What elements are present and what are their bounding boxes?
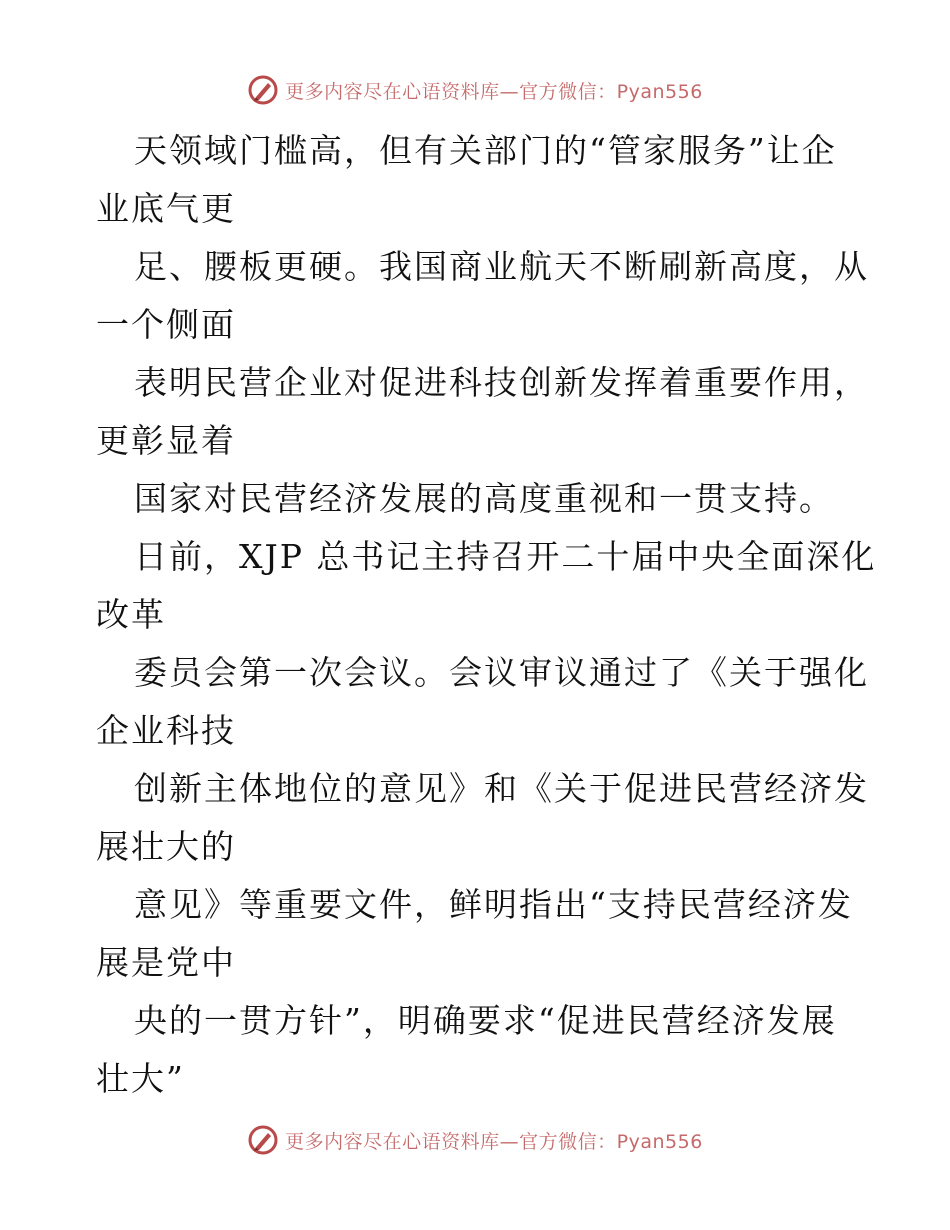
paragraph-line-1 <box>96 122 856 238</box>
line-wrap-text: 一个侧面 <box>96 305 236 344</box>
line-text: 意见》等重要文件，鲜明指出“支持民营经济发 <box>134 885 853 924</box>
pen-seal-logo-icon <box>247 74 279 106</box>
pen-seal-logo-icon <box>247 1124 279 1156</box>
paragraph-line-9 <box>96 992 856 1108</box>
paragraph-line-2 <box>96 238 869 354</box>
line-wrap-text: 展是党中 <box>96 943 236 982</box>
document-body <box>96 122 877 1108</box>
paragraph-line-3 <box>96 354 869 470</box>
footer-banner-text: 更多内容尽在心语资料库—官方微信：Pyan556 <box>285 1130 703 1153</box>
line-text: 国家对民营经济发展的高度重视和一贯支持。 <box>134 479 834 518</box>
line-text: 委员会第一次会议。会议审议通过了《关于强化 <box>134 653 869 692</box>
line-wrap-text: 壮大” <box>96 1059 185 1098</box>
header-banner-text: 更多内容尽在心语资料库—官方微信：Pyan556 <box>285 80 703 103</box>
header-banner <box>0 70 950 110</box>
line-text: 天领域门槛高，但有关部门的“管家服务”让企 <box>134 131 837 170</box>
line-text: 央的一贯方针”，明确要求“促进民营经济发展 <box>134 1001 837 1040</box>
line-wrap-text: 业底气更 <box>96 189 236 228</box>
paragraph-line-6 <box>96 644 869 760</box>
line-wrap-text: 展壮大的 <box>96 827 236 866</box>
line-text: 日前，XJP 总书记主持召开二十届中央全面深化 <box>134 537 877 576</box>
line-wrap-text: 更彰显着 <box>96 421 236 460</box>
line-text: 足、腰板更硬。我国商业航天不断刷新高度，从 <box>134 247 869 286</box>
line-wrap-text: 企业科技 <box>96 711 236 750</box>
line-wrap-text: 改革 <box>96 595 166 634</box>
paragraph-line-4 <box>96 470 856 528</box>
paragraph-line-8 <box>96 876 856 992</box>
paragraph-line-5 <box>96 528 877 644</box>
footer-banner <box>0 1120 950 1160</box>
line-text: 表明民营企业对促进科技创新发挥着重要作用， <box>134 363 869 402</box>
paragraph-line-7 <box>96 760 869 876</box>
line-text: 创新主体地位的意见》和《关于促进民营经济发 <box>134 769 869 808</box>
